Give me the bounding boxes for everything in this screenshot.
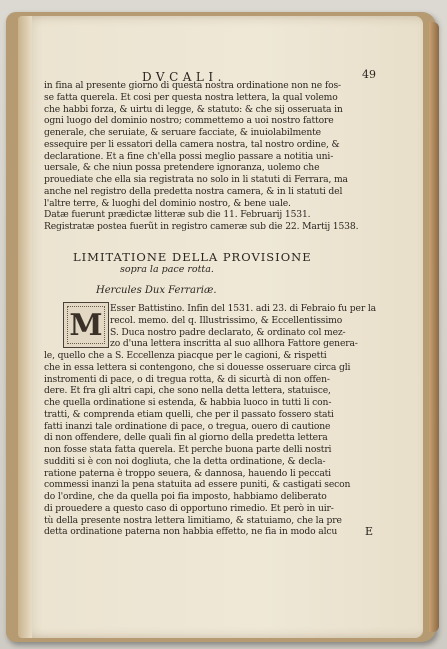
text-block-lower <box>44 350 396 538</box>
text-line: dere. Et fra gli altri capi, che sono nella detta lettera, statuisce, <box>44 385 331 397</box>
text-block-upper <box>44 80 396 233</box>
section-subtitle: sopra la pace rotta. <box>120 264 214 275</box>
text-line: instromenti di pace, o di tregua rotta, & di sicurtà di non offen- <box>44 373 330 385</box>
text-line: se fatta querela. Et cosi per questa nostra lettera, la qual volemo <box>44 91 338 103</box>
text-line: che in essa lettera si contengono, che si douesse osseruare circa gli <box>44 361 351 373</box>
text-line: di non offendere, delle quali fin al giorno della predetta lettera <box>44 432 328 444</box>
text-line: S. Duca nostro padre declarato, & ordinato col mez- <box>110 326 346 338</box>
text-block-indented <box>110 303 400 350</box>
text-line: che quella ordinatione si estenda, & habbia luoco in tutti li con- <box>44 397 332 408</box>
page-gutter <box>18 16 32 638</box>
catchword: E <box>365 525 374 538</box>
text-line: sudditi si è con noi dogliuta, che la detta ordinatione, & decla- <box>44 455 326 467</box>
text-line: in fina al presente giorno di questa nostra ordinatione non ne fos- <box>44 80 341 91</box>
text-line: commessi inanzi la pena statuita ad essere puniti, & castigati secon <box>44 479 351 491</box>
page-edges <box>429 22 439 632</box>
initial-letter: M <box>69 307 103 343</box>
text-line: prouediate che ella sia registrata no solo in li statuti di Ferrara, ma <box>44 174 348 185</box>
text-line: tratti, & comprenda etiam quelli, che per il passato fossero stati <box>44 408 334 420</box>
running-title: DVCALI. <box>142 70 226 84</box>
text-line: uersale, & che niun possa pretendere ignoranza, uolemo che <box>44 162 320 174</box>
text-line: generale, che seruiate, & seruare facciate, & inuiolabilmente <box>44 127 321 138</box>
text-line: Esser Battistino. Infin del 1531. adi 23. di Febraio fu per la <box>110 303 376 314</box>
text-line: non fosse stata fatta querela. Et perche buona parte delli nostri <box>44 444 332 455</box>
text-line: zo d'una lettera inscritta al suo allhora Fattore genera- <box>110 338 358 350</box>
text-line: ogni luogo del dominio nostro; commettemo a uoi nostro fattore <box>44 115 334 127</box>
text-line: do l'ordine, che da quella poi fia imposto, habbiamo deliberato <box>44 491 327 502</box>
text-line: essequire per li essatori della camera nostra, tal nostro ordine, & <box>44 138 340 150</box>
text-line: l'altre terre, & luoghi del dominio nostro, & bene uale. <box>44 197 291 209</box>
decorated-initial <box>63 302 109 348</box>
text-line: tù della presente nostra lettera limitiamo, & statuiamo, che la pre <box>44 514 342 526</box>
text-line: di prouedere a questo caso di opportuno rimedio. Et però in uir- <box>44 502 334 514</box>
text-line: anche nel registro della predetta nostra camera, & in li statuti del <box>44 185 343 197</box>
text-line: Registratæ postea fuerũt in registro cameræ sub die 22. Martij 1538. <box>44 221 359 232</box>
text-line: recol. memo. del q. Illustrissimo, & Eccellentissimo <box>110 314 343 326</box>
section-title: LIMITATIONE DELLA PROVISIONE <box>73 250 312 264</box>
text-line: detta ordinatione paterna non habbia effetto, ne fia in modo alcu <box>44 526 338 538</box>
text-line: che habbi forza, & uirtu di legge, & statuto: & che sij osseruata in <box>44 103 343 115</box>
text-line: fatti inanzi tale ordinatione di pace, o tregua, ouero di cautione <box>44 420 331 432</box>
text-line: le, quello che a S. Eccellenza piacque per le cagioni, & rispetti <box>44 350 327 361</box>
salutation: Hercules Dux Ferrariæ. <box>96 285 217 296</box>
text-line: ratione paterna è troppo seuera, & dannosa, hauendo li peccati <box>44 467 331 479</box>
text-line: Datæ fuerunt prædictæ litteræ sub die 11. Februarij 1531. <box>44 209 311 221</box>
page-number: 49 <box>362 68 376 81</box>
text-line: declaratione. Et a fine ch'ella possi meglio passare a notitia uni- <box>44 150 334 162</box>
